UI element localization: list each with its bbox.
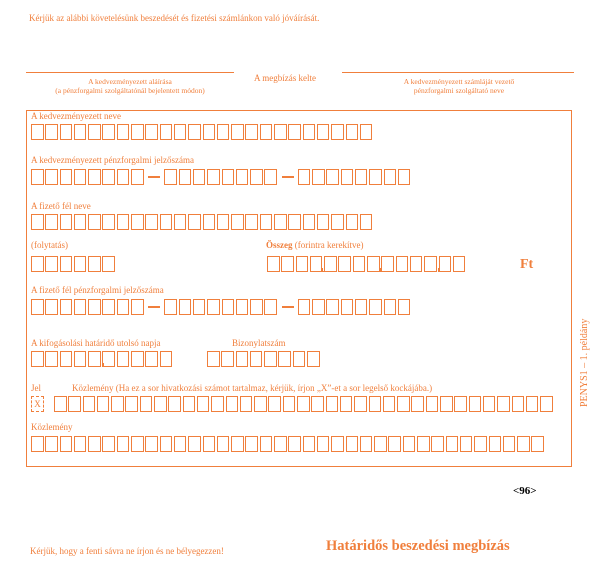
char-box[interactable] (183, 396, 196, 412)
char-box[interactable] (303, 436, 316, 452)
char-box[interactable] (74, 124, 87, 140)
reference-mark-x: X (34, 399, 41, 409)
payer-account-label: A fizető fél pénzforgalmi jelzőszáma (31, 285, 164, 295)
char-box[interactable] (497, 396, 510, 412)
amount-label (266, 240, 363, 251)
char-box[interactable] (193, 299, 206, 315)
char-box[interactable] (403, 436, 416, 452)
signature-line-right (342, 72, 574, 73)
char-box[interactable] (310, 256, 323, 272)
char-box[interactable] (374, 436, 387, 452)
char-box[interactable] (274, 124, 287, 140)
char-box[interactable] (154, 396, 167, 412)
char-box[interactable] (346, 214, 359, 230)
char-box[interactable] (164, 299, 177, 315)
char-box[interactable] (411, 396, 424, 412)
char-box[interactable] (131, 351, 144, 367)
char-box[interactable] (145, 436, 158, 452)
char-box[interactable] (160, 124, 173, 140)
char-box[interactable] (102, 214, 115, 230)
char-box[interactable] (131, 169, 144, 185)
char-box[interactable] (303, 124, 316, 140)
char-box[interactable] (236, 169, 249, 185)
char-box[interactable] (483, 396, 496, 412)
note-hint-label: Közlemény (Ha ez a sor hivatkozási számot tartalmaz, kérjük, írjon „X”-et a sor legelső kockájába.) (72, 383, 433, 393)
signature-line-left (26, 72, 234, 73)
char-box[interactable] (74, 299, 87, 315)
char-box[interactable] (312, 299, 325, 315)
char-box[interactable] (250, 351, 263, 367)
char-box[interactable] (88, 299, 101, 315)
beneficiary-bank-line2: pénzforgalmi szolgáltató neve (413, 86, 505, 95)
amount-label-bold: Összeg (266, 240, 293, 250)
char-box[interactable] (512, 396, 525, 412)
char-box[interactable] (281, 256, 294, 272)
char-box[interactable] (31, 169, 44, 185)
char-box[interactable] (264, 351, 277, 367)
char-box[interactable] (489, 436, 502, 452)
char-box[interactable] (45, 256, 58, 272)
char-box[interactable] (131, 299, 144, 315)
char-box[interactable] (60, 436, 73, 452)
char-box[interactable] (303, 214, 316, 230)
char-box[interactable] (250, 169, 263, 185)
thousands-mark-2 (380, 268, 384, 272)
char-box[interactable] (88, 351, 101, 367)
instruction-text: Kérjük az alábbi követelésünk beszedését és fizetési számlánkon való jóváírását. (29, 13, 320, 23)
char-box[interactable] (298, 299, 311, 315)
beneficiary-account-boxes[interactable] (31, 169, 412, 185)
char-box[interactable] (102, 436, 115, 452)
document-number-label: Bizonylatszám (232, 338, 286, 348)
char-box[interactable] (410, 256, 423, 272)
char-box[interactable] (188, 436, 201, 452)
beneficiary-signature-line2: (a pénzforgalmi szolgáltatónál bejelentett módon) (55, 86, 205, 95)
note-with-hint-boxes[interactable] (54, 396, 554, 412)
char-box[interactable] (540, 396, 553, 412)
char-box[interactable] (384, 299, 397, 315)
char-box[interactable] (174, 214, 187, 230)
char-box[interactable] (160, 214, 173, 230)
char-box[interactable] (197, 396, 210, 412)
char-box[interactable] (203, 214, 216, 230)
char-box[interactable] (88, 256, 101, 272)
char-box[interactable] (354, 396, 367, 412)
char-box[interactable] (424, 256, 437, 272)
currency-label: Ft (520, 257, 534, 272)
char-box[interactable] (236, 299, 249, 315)
char-box[interactable] (168, 396, 181, 412)
char-box[interactable] (45, 169, 58, 185)
char-box[interactable] (131, 124, 144, 140)
payer-name-label: A fizető fél neve (31, 201, 91, 211)
char-box[interactable] (207, 351, 220, 367)
beneficiary-name-label: A kedvezményezett neve (31, 111, 121, 121)
footer-warning: Kérjük, hogy a fenti sávra ne írjon és ne bélyegezzen! (30, 546, 224, 556)
char-box[interactable] (45, 214, 58, 230)
char-box[interactable] (367, 256, 380, 272)
group-separator (282, 176, 294, 178)
char-box[interactable] (469, 396, 482, 412)
char-box[interactable] (340, 396, 353, 412)
char-box[interactable] (245, 124, 258, 140)
char-box[interactable] (102, 124, 115, 140)
char-box[interactable] (264, 299, 277, 315)
note-label: Közlemény (31, 422, 73, 432)
char-box[interactable] (312, 169, 325, 185)
char-box[interactable] (45, 436, 58, 452)
char-box[interactable] (326, 169, 339, 185)
beneficiary-bank-label (355, 77, 563, 95)
note-boxes[interactable] (31, 436, 546, 452)
char-box[interactable] (60, 256, 73, 272)
char-box[interactable] (117, 351, 130, 367)
char-box[interactable] (203, 436, 216, 452)
char-box[interactable] (240, 396, 253, 412)
group-separator (282, 306, 294, 308)
char-box[interactable] (140, 396, 153, 412)
thousands-mark-3 (438, 268, 442, 272)
char-box[interactable] (293, 351, 306, 367)
char-box[interactable] (74, 436, 87, 452)
char-box[interactable] (446, 436, 459, 452)
char-box[interactable] (384, 169, 397, 185)
char-box[interactable] (207, 169, 220, 185)
char-box[interactable] (164, 169, 177, 185)
char-box[interactable] (311, 396, 324, 412)
char-box[interactable] (397, 396, 410, 412)
char-box[interactable] (426, 396, 439, 412)
char-box[interactable] (417, 436, 430, 452)
order-date-label: A megbízás kelte (254, 73, 316, 83)
char-box[interactable] (54, 396, 67, 412)
char-box[interactable] (188, 214, 201, 230)
char-box[interactable] (331, 436, 344, 452)
beneficiary-account-label: A kedvezményezett pénzforgalmi jelzőszáma (31, 155, 195, 165)
char-box[interactable] (179, 169, 192, 185)
char-box[interactable] (88, 169, 101, 185)
char-box[interactable] (31, 351, 44, 367)
char-box[interactable] (341, 299, 354, 315)
char-box[interactable] (307, 351, 320, 367)
char-box[interactable] (531, 436, 544, 452)
char-box[interactable] (317, 124, 330, 140)
char-box[interactable] (68, 396, 81, 412)
char-box[interactable] (526, 396, 539, 412)
date-mark-1 (103, 363, 107, 367)
char-box[interactable] (31, 299, 44, 315)
char-box[interactable] (160, 436, 173, 452)
date-mark-2 (145, 363, 149, 367)
beneficiary-bank-line1: A kedvezményezett számláját vezető (403, 77, 515, 86)
char-box[interactable] (260, 214, 273, 230)
char-box[interactable] (245, 214, 258, 230)
char-box[interactable] (298, 169, 311, 185)
char-box[interactable] (503, 436, 516, 452)
char-box[interactable] (145, 214, 158, 230)
char-box[interactable] (288, 436, 301, 452)
beneficiary-signature-label (26, 77, 234, 95)
char-box[interactable] (355, 169, 368, 185)
char-box[interactable] (226, 396, 239, 412)
char-box[interactable] (383, 396, 396, 412)
char-box[interactable] (431, 436, 444, 452)
char-box[interactable] (179, 299, 192, 315)
char-box[interactable] (396, 256, 409, 272)
form-title: Határidős beszedési megbízás (326, 538, 510, 554)
char-box[interactable] (283, 396, 296, 412)
char-box[interactable] (221, 351, 234, 367)
char-box[interactable] (297, 396, 310, 412)
group-separator (148, 306, 160, 308)
char-box[interactable] (260, 124, 273, 140)
char-box[interactable] (231, 124, 244, 140)
char-box[interactable] (369, 396, 382, 412)
char-box[interactable] (174, 124, 187, 140)
char-box[interactable] (117, 299, 130, 315)
group-separator (148, 176, 160, 178)
char-box[interactable] (74, 256, 87, 272)
char-box[interactable] (267, 256, 280, 272)
char-box[interactable] (398, 299, 411, 315)
char-box[interactable] (74, 214, 87, 230)
char-box[interactable] (111, 396, 124, 412)
char-box[interactable] (324, 256, 337, 272)
char-box[interactable] (88, 436, 101, 452)
document-number-boxes[interactable] (207, 351, 321, 367)
char-box[interactable] (217, 436, 230, 452)
char-box[interactable] (60, 299, 73, 315)
char-box[interactable] (131, 214, 144, 230)
char-box[interactable] (250, 299, 263, 315)
char-box[interactable] (355, 299, 368, 315)
char-box[interactable] (60, 351, 73, 367)
char-box[interactable] (217, 124, 230, 140)
char-box[interactable] (264, 169, 277, 185)
char-box[interactable] (88, 214, 101, 230)
char-box[interactable] (236, 351, 249, 367)
char-box[interactable] (217, 214, 230, 230)
char-box[interactable] (360, 214, 373, 230)
char-box[interactable] (346, 124, 359, 140)
char-box[interactable] (31, 214, 44, 230)
char-box[interactable] (260, 436, 273, 452)
char-box[interactable] (331, 214, 344, 230)
payer-name-boxes[interactable] (31, 214, 374, 230)
char-box[interactable] (45, 299, 58, 315)
char-box[interactable] (74, 169, 87, 185)
char-box[interactable] (74, 351, 87, 367)
char-box[interactable] (174, 436, 187, 452)
char-box[interactable] (517, 436, 530, 452)
char-box[interactable] (117, 169, 130, 185)
char-box[interactable] (60, 214, 73, 230)
side-label: PENYS1 – 1. példány (579, 318, 590, 407)
char-box[interactable] (317, 436, 330, 452)
char-box[interactable] (117, 436, 130, 452)
char-box[interactable] (317, 214, 330, 230)
char-box[interactable] (60, 124, 73, 140)
char-box[interactable] (245, 436, 258, 452)
beneficiary-name-boxes[interactable] (31, 124, 374, 140)
char-box[interactable] (45, 124, 58, 140)
char-box[interactable] (31, 256, 44, 272)
char-box[interactable] (45, 351, 58, 367)
char-box[interactable] (360, 124, 373, 140)
char-box[interactable] (97, 396, 110, 412)
char-box[interactable] (31, 124, 44, 140)
char-box[interactable] (31, 436, 44, 452)
char-box[interactable] (83, 396, 96, 412)
char-box[interactable] (160, 351, 173, 367)
char-box[interactable] (360, 436, 373, 452)
char-box[interactable] (278, 351, 291, 367)
char-box[interactable] (145, 124, 158, 140)
char-box[interactable] (117, 124, 130, 140)
char-box[interactable] (222, 299, 235, 315)
mark-label: Jel (31, 383, 41, 393)
thousands-mark-1 (322, 268, 326, 272)
char-box[interactable] (369, 299, 382, 315)
char-box[interactable] (341, 169, 354, 185)
char-box[interactable] (207, 299, 220, 315)
char-box[interactable] (460, 436, 473, 452)
char-box[interactable] (211, 396, 224, 412)
char-box[interactable] (296, 256, 309, 272)
char-box[interactable] (125, 396, 138, 412)
char-box[interactable] (131, 436, 144, 452)
char-box[interactable] (326, 299, 339, 315)
reference-mark-box[interactable] (31, 396, 44, 412)
char-box[interactable] (453, 256, 466, 272)
char-box[interactable] (102, 299, 115, 315)
char-box[interactable] (88, 124, 101, 140)
char-box[interactable] (288, 214, 301, 230)
char-box[interactable] (102, 256, 115, 272)
char-box[interactable] (346, 436, 359, 452)
char-box[interactable] (288, 124, 301, 140)
payer-account-boxes[interactable] (31, 299, 412, 315)
char-box[interactable] (331, 124, 344, 140)
char-box[interactable] (188, 124, 201, 140)
char-box[interactable] (338, 256, 351, 272)
continuation-label: (folytatás) (31, 240, 68, 250)
char-box[interactable] (388, 436, 401, 452)
char-box[interactable] (274, 214, 287, 230)
char-box[interactable] (102, 169, 115, 185)
continuation-boxes[interactable] (31, 256, 117, 272)
char-box[interactable] (454, 396, 467, 412)
page-code: <96> (513, 485, 537, 497)
char-box[interactable] (60, 169, 73, 185)
amount-label-rest: (forintra kerekítve) (294, 240, 364, 250)
char-box[interactable] (268, 396, 281, 412)
char-box[interactable] (193, 169, 206, 185)
char-box[interactable] (231, 214, 244, 230)
char-box[interactable] (440, 396, 453, 412)
char-box[interactable] (222, 169, 235, 185)
deadline-label: A kifogásolási határidő utolsó napja (31, 338, 161, 348)
char-box[interactable] (326, 396, 339, 412)
char-box[interactable] (398, 169, 411, 185)
char-box[interactable] (274, 436, 287, 452)
char-box[interactable] (474, 436, 487, 452)
char-box[interactable] (117, 214, 130, 230)
char-box[interactable] (231, 436, 244, 452)
char-box[interactable] (369, 169, 382, 185)
char-box[interactable] (203, 124, 216, 140)
beneficiary-signature-line1: A kedvezményezett aláírása (88, 77, 172, 86)
char-box[interactable] (254, 396, 267, 412)
char-box[interactable] (353, 256, 366, 272)
